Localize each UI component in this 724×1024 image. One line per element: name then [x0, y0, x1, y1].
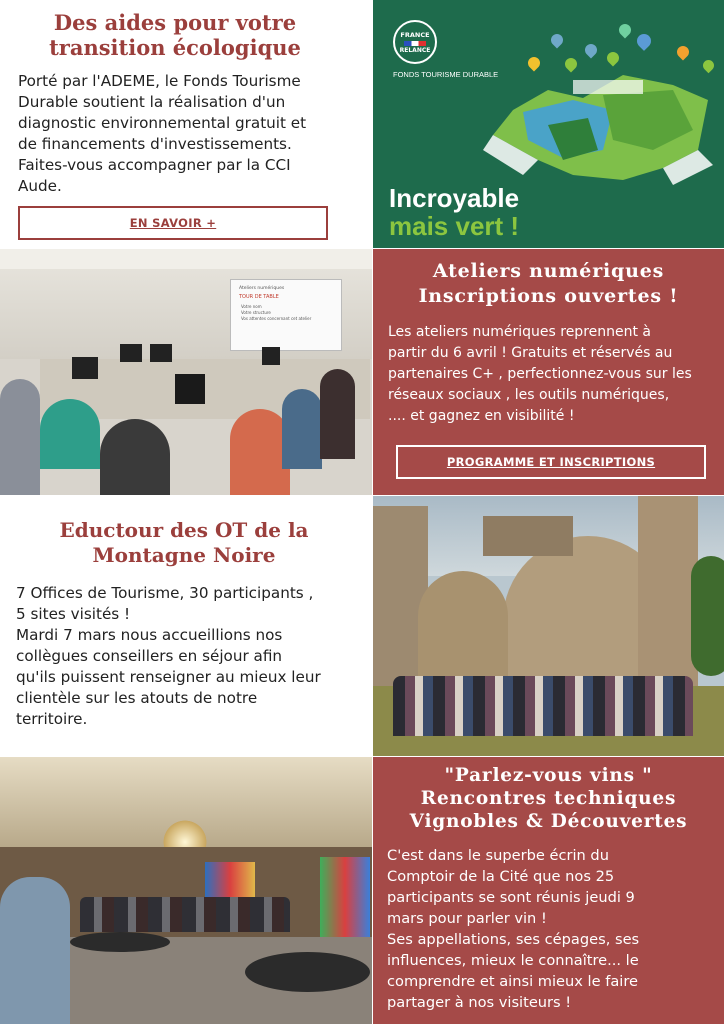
- monitor: [120, 344, 142, 362]
- monitor: [72, 357, 98, 379]
- screen-line1: Ateliers numériques: [239, 286, 285, 291]
- aides-title-line1: Des aides pour votre: [53, 10, 297, 35]
- logo-flag: [404, 41, 426, 46]
- banner-headline-1: Incroyable: [389, 183, 520, 213]
- participant: [230, 409, 290, 495]
- abbey-group-photo: [373, 496, 724, 756]
- ateliers-text: Les ateliers numériques reprennent à partir du 6 avril ! Gratuits et réservés au partenaires C+ , perfectionnez-vous sur les réseaux sociaux , les outils numériques, .... et gagnez en visibilité !: [388, 324, 692, 424]
- eductour-title-line1: Eductour des OT de la: [59, 518, 309, 542]
- vins-title: [373, 764, 724, 833]
- ateliers-title-line1: Ateliers numériques: [432, 260, 665, 282]
- participant: [100, 419, 170, 495]
- abbey-chapel: [418, 571, 508, 686]
- france-relance-logo: [393, 20, 437, 64]
- aides-text: Porté par l'ADEME, le Fonds Tourisme Durable soutient la réalisation d'un diagnostic environnemental gratuit et de financements d'investissements. Faites-vous accompagner par la CCI Aude.: [18, 72, 307, 195]
- section-vins: [373, 757, 724, 1024]
- tree: [691, 556, 724, 676]
- ateliers-title: [373, 259, 724, 309]
- vins-title-line3: Vignobles & Découvertes: [409, 811, 688, 832]
- program-name: FONDS TOURISME DURABLE: [393, 70, 499, 79]
- eductour-title-line2: Montagne Noire: [92, 543, 276, 567]
- logo-text-bottom: RELANCE: [399, 47, 431, 54]
- aides-title: [0, 10, 350, 60]
- vins-title-line1: "Parlez-vous vins ": [444, 765, 653, 786]
- participant: [40, 399, 100, 469]
- participant: [282, 389, 322, 469]
- monitor: [262, 347, 280, 365]
- monitor: [150, 344, 172, 362]
- banner-headline-2: mais vert !: [389, 211, 520, 241]
- monitor: [175, 374, 205, 404]
- aides-title-line2: transition écologique: [49, 35, 301, 60]
- section-ateliers: [373, 249, 724, 495]
- round-table: [245, 952, 370, 992]
- logo-text-top: FRANCE: [400, 31, 430, 39]
- photo-ceiling-lights: [0, 249, 372, 269]
- screen-bullet: Votre structure: [241, 310, 271, 315]
- eductour-text: 7 Offices de Tourisme, 30 participants , 5 sites visités ! Mardi 7 mars nous accueillions nos collègues conseillers en séjour afin qu'ils puissent renseigner au mieux leur clientèle sur les atouts de notre territoire.: [16, 584, 321, 728]
- section-aides: [0, 0, 372, 248]
- ateliers-title-line2: Inscriptions ouvertes !: [418, 285, 679, 307]
- screen-line2: TOUR DE TABLE: [239, 294, 279, 300]
- seated-people: [80, 897, 290, 932]
- fonds-tourisme-banner: [373, 0, 724, 248]
- vins-title-line2: Rencontres techniques: [420, 788, 677, 809]
- standing-person: [0, 877, 70, 1024]
- round-table: [70, 932, 170, 952]
- eductour-title: [0, 518, 368, 568]
- stained-glass-window: [320, 857, 370, 947]
- screen-bullet: Vos attentes concernant cet atelier: [241, 316, 312, 321]
- participant: [320, 369, 355, 459]
- screen-bullet: Votre nom: [241, 304, 262, 309]
- projected-screen: [230, 279, 342, 351]
- workshop-photo: [0, 249, 372, 495]
- abbey-tower: [638, 496, 698, 686]
- en-savoir-button[interactable]: EN SAVOIR +: [18, 206, 328, 240]
- group-of-people: [393, 676, 693, 736]
- vins-text: C'est dans le superbe écrin du Comptoir de la Cité que nos 25 participants se sont réunis jeudi 9 mars pour parler vin ! Ses appellations, ses cépages, ses influences, mieux le connaître... le comprendre et ainsi mieux le faire partager à nos visiteurs !: [387, 847, 640, 1011]
- section-eductour: [0, 496, 372, 756]
- abbey-roof: [483, 516, 573, 556]
- programme-inscriptions-button[interactable]: PROGRAMME ET INSCRIPTIONS: [396, 445, 706, 479]
- cafe-interior-photo: [0, 757, 372, 1024]
- participant: [0, 379, 40, 495]
